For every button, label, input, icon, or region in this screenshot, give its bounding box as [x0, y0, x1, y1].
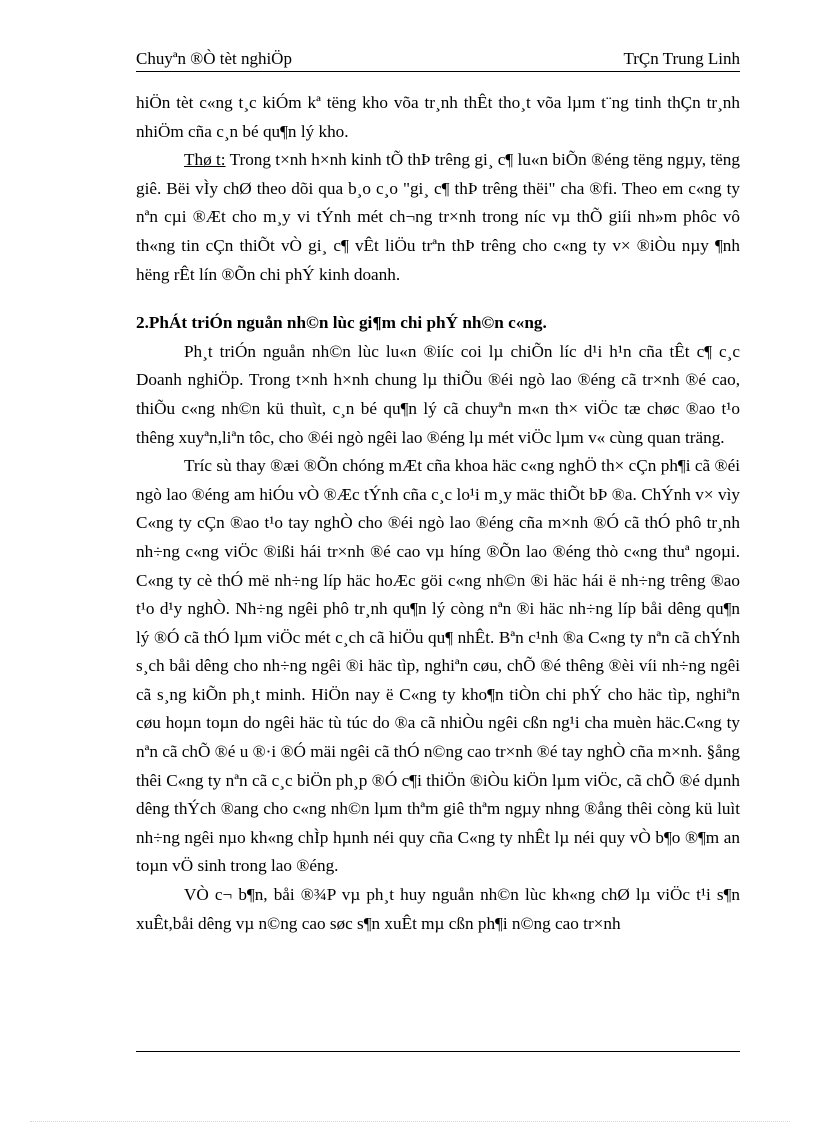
paragraph-hr-development: Ph¸t triÓn nguån nh©n lùc lu«n ®iíc coi lµ chiÕn líc d¹i h¹n cña tÊt c¶ c¸c Doanh nghiÖp. Trong t×nh h×nh chung lµ thiÕu ®éi ngò lao ®éng cã tr×nh ®é cao, thiÕu c«ng nh©n kü thuìt, c¸n bé qu¶n lý cã chuyªn m«n th× viÖc tæ chøc ®ao t¹o thêng xuyªn,liªn tôc, cho ®éi ngò ngêi lao ®éng lµ mét viÖc lµm v« cùng quan träng.	[136, 341, 740, 447]
point-label: Thø t:	[184, 150, 226, 170]
paragraph-conclusion: VÒ c¬ b¶n, båi ®¾P vµ ph¸t huy nguån nh©n lùc kh«ng chØ lµ viÖc t¹i s¶n xuÊt,båi dêng vµ n©ng cao søc s¶n xuÊt mµ cßn ph¶i n©ng cao tr×nh	[136, 885, 740, 933]
point-text: Trong t×nh h×nh kinh tÕ thÞ trêng gi¸ c¶ lu«n biÕn ®éng tëng ngµy, tëng giê. Bëi vÌy chØ theo dõi qua b¸o c¸o "gi¸ c¶ thÞ trêng thëi" cha ®fi. Theo em c«ng ty nªn cµi ®Æt cho m¸y vi tÝnh mét ch¬ng tr×nh trong níc vµ thÕ giíi nh»m phôc vô th«ng tin cÇn thiÕt vÒ gi¸ c¶ vÊt liÖu trªn thÞ trêng cho c«ng ty v× ®iÒu nµy ¶nh hëng rÊt lín ®Õn chi phÝ kinh doanh.	[136, 150, 740, 284]
paragraph-fourth-point	[136, 146, 740, 289]
paragraph-training: Tríc sù thay ®æi ®Õn chóng mÆt cña khoa häc c«ng nghÖ th× cÇn ph¶i cã ®éi ngò lao ®éng am hiÓu vÒ ®Æc tÝnh cña c¸c lo¹i m¸y mäc thiÕt bÞ ®a. ChÝnh v× vìy C«ng ty cÇn ®ao t¹o tay nghÒ cho ®éi ngò lao ®éng cña m×nh ®Ó cã thÓ phô tr¸nh nh÷ng c«ng viÖc ®ißi hái tr×nh ®é cao vµ híng ®Õn lao ®éng thò c«ng thuª ngoµi. C«ng ty cè thÓ më nh÷ng líp häc hoÆc göi c«ng nh©n ®i häc hái ë nh÷ng trêng ®ao t¹o d¹y nghÒ. Nh÷ng ngêi phô tr¸nh qu¶n lý còng nªn ®i häc nh÷ng líp båi dêng qu¶n lý ®Ó cã thÓ lµm viÖc mét c¸ch cã hiÖu qu¶ nhÊt. Bªn c¹nh ®a C«ng ty nªn cã chÝnh s¸ch båi dêng cho nh÷ng ngêi ®i häc tìp, nghiªn cøu, chÕ ®é thêng ®èi víi nh÷ng ngêi cã s¸ng kiÕn ph¸t minh. HiÖn nay ë C«ng ty kho¶n tiÒn chi phÝ cho häc tìp, nghiªn cøu hoµn toµn do ngêi häc tù túc do ®a cã nhiÒu ngêi cßn ng¹i cha muèn häc.C«ng ty nªn cã chÕ ®é u ®·i ®Ó mäi ngêi cã thÓ n©ng cao tr×nh ®é tay nghÒ cña m×nh. §ång thêi C«ng ty nªn cã c¸c biÖn ph¸p ®Ó c¶i thiÖn ®iÒu kiÖn lµm viÖc, cã chÕ ®é dµnh dêng thÝch ®ang cho c«ng nh©n lµm thªm giê thªm ngµy nhng ®ång thêi còng kü luìt nh÷ng ngêi nµo kh«ng chÌp hµnh néi quy cña C«ng ty nhÊt lµ néi quy vÒ b¶o ®¶m an toµn vÖ sinh trong lao ®éng.	[136, 456, 740, 876]
header-title: Chuyªn ®Ò tèt nghiÖp	[136, 49, 292, 68]
footer-divider	[136, 1051, 740, 1052]
paragraph-continued: hiÖn tèt c«ng t¸c kiÓm kª tëng kho võa tr¸nh thÊt tho¸t võa lµm t¨ng tinh thÇn tr¸nh nhiÖm cña c¸n bé qu¶n lý kho.	[136, 93, 740, 141]
page-header	[136, 48, 740, 70]
section-heading: 2.PhÁt triÓn nguån nh©n lùc gi¶m chi phÝ nh©n c«ng.	[136, 313, 547, 333]
document-body	[136, 89, 740, 938]
header-author: TrÇn Trung Linh	[623, 49, 740, 68]
header-divider	[136, 71, 740, 72]
page-edge	[30, 1121, 790, 1122]
